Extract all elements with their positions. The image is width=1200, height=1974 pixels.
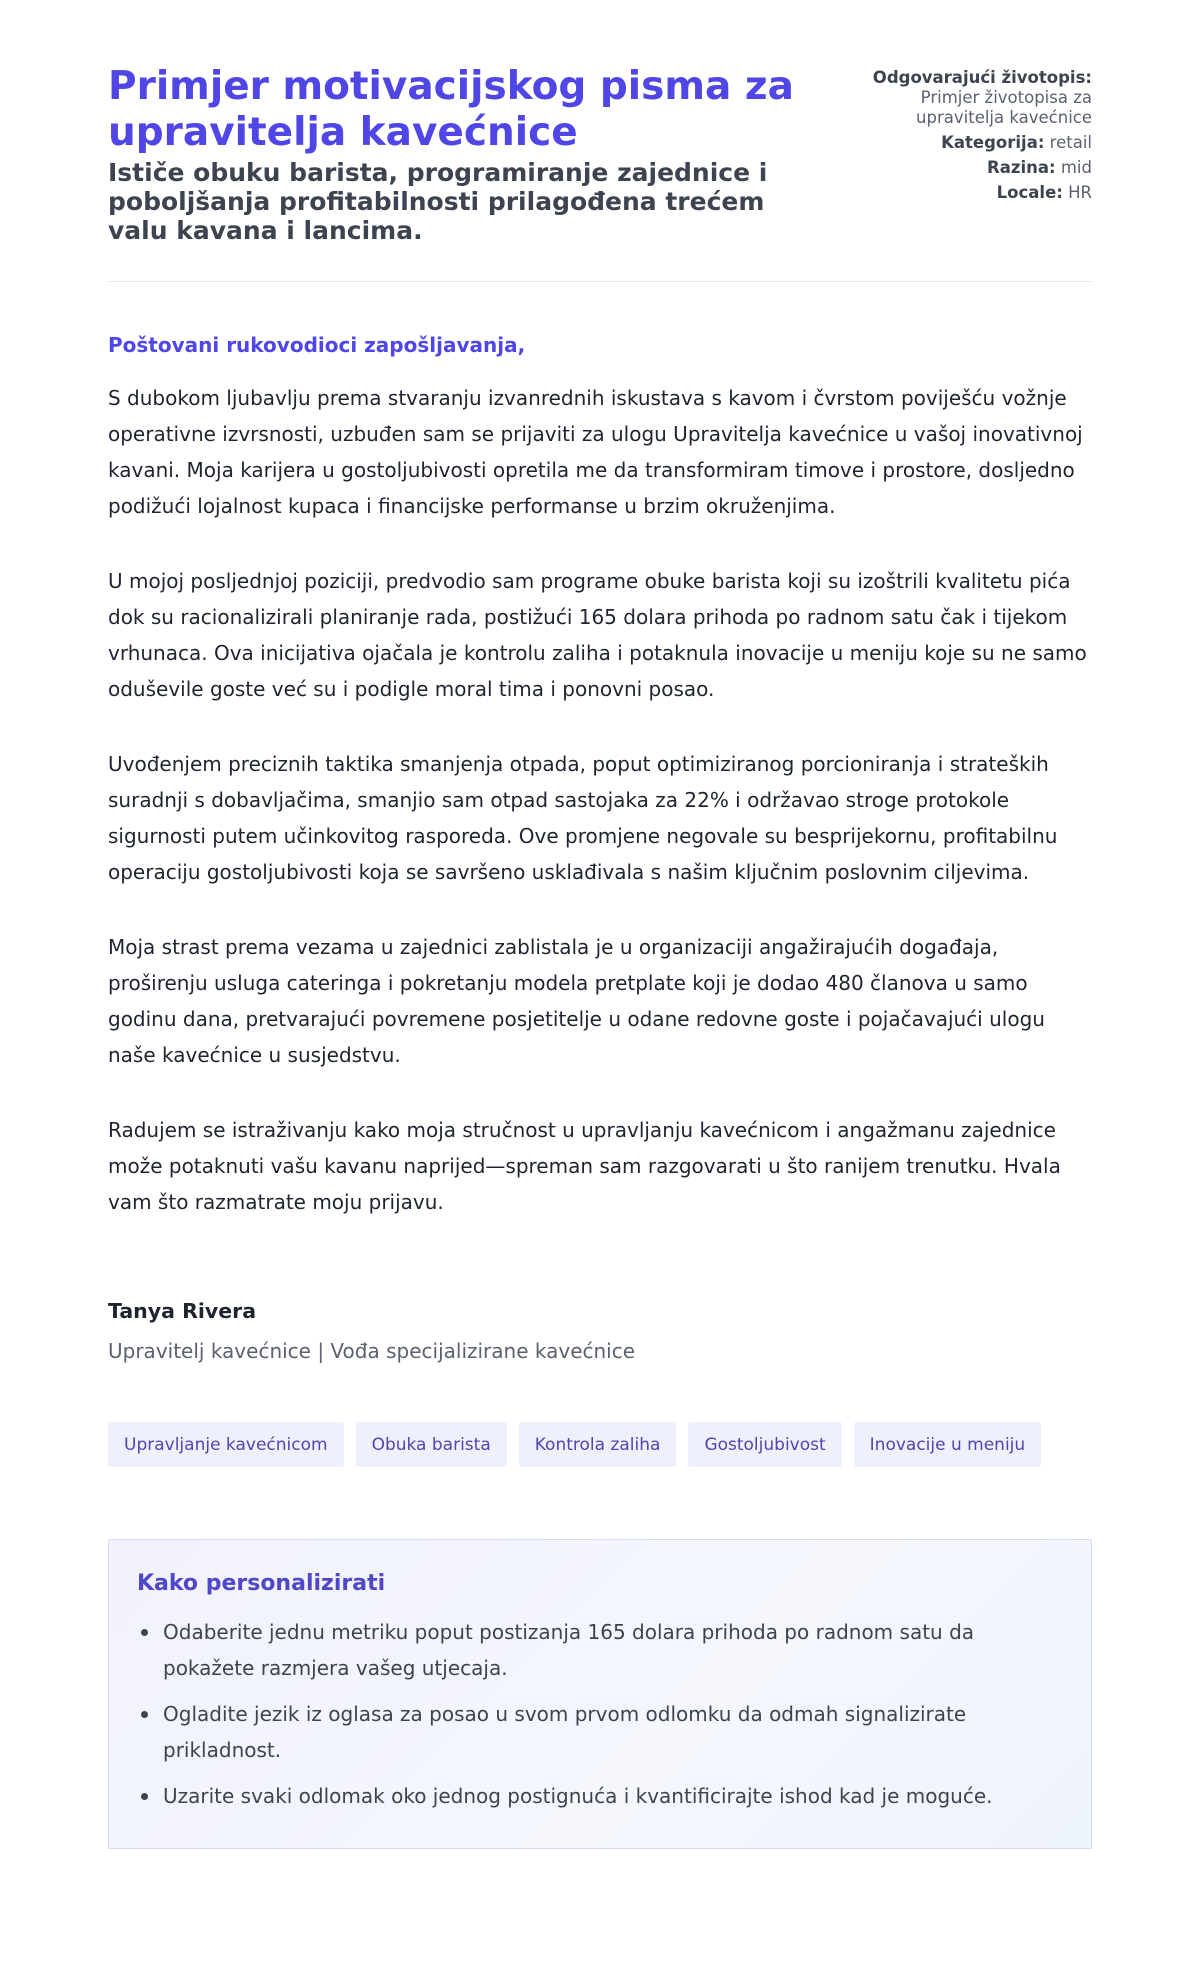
letter-paragraph: S dubokom ljubavlju prema stvaranju izvanrednih iskustava s kavom i čvrstom poviješću vožnje operativne izvrsnosti, uzbuđen sam se prijaviti za ulogu Upravitelja kavećnice u vašoj inovativnoj kavani. Moja karijera u gostoljubivosti opretila me da transformiram timove i prostore, dosljedno podižući lojalnost kupaca i financijske performanse u brzim okruženjima. bbox=[108, 386, 1083, 518]
skill-tag[interactable]: Obuka barista bbox=[356, 1422, 507, 1467]
tips-list-item: Odaberite jednu metriku poput postizanja 165 dolara prihoda po radnom satu da pokažete razmjera vašeg utjecaja. bbox=[137, 1614, 1063, 1686]
skill-tag[interactable]: Inovacije u meniju bbox=[854, 1422, 1042, 1467]
meta-category-label: Kategorija: bbox=[941, 133, 1045, 152]
personalization-tips-box bbox=[108, 1539, 1092, 1849]
meta-panel bbox=[832, 64, 1092, 208]
meta-resume bbox=[832, 68, 1092, 128]
meta-locale bbox=[832, 183, 1092, 203]
letter-paragraph: Uvođenjem preciznih taktika smanjenja otpada, poput optimiziranog porcioniranja i strateških suradnji s dobavljačima, smanjio sam otpad sastojaka za 22% i održavao stroge protokole sigurnosti putem učinkovitog rasporeda. Ove promjene negovale su besprijekornu, profitabilnu operaciju gostoljubivosti koja se savršeno usklađivala s našim ključnim poslovnim ciljevima. bbox=[108, 752, 1058, 884]
letter-paragraph: U mojoj posljednjoj poziciji, predvodio sam programe obuke barista koji su izoštrili kvalitetu pića dok su racionalizirali planiranje rada, postižući 165 dolara prihoda po radnom satu čak i tijekom vrhunaca. Ova inicijativa ojačala je kontrolu zaliha i potaknula inovacije u meniju koje su ne samo oduševile goste već su i podigle moral tima i ponovni posao. bbox=[108, 569, 1087, 701]
meta-level bbox=[832, 158, 1092, 178]
letter-paragraph: Radujem se istraživanju kako moja stručnost u upravljanju kavećnicom i angažmanu zajednice može potaknuti vašu kavanu naprijed—spreman sam razgovarati u što ranijem trenutku. Hvala vam što razmatrate moju prijavu. bbox=[108, 1118, 1061, 1214]
tips-title: Kako personalizirati bbox=[137, 1571, 386, 1596]
meta-locale-label: Locale: bbox=[996, 183, 1063, 202]
meta-locale-value: HR bbox=[1068, 183, 1092, 202]
meta-level-label: Razina: bbox=[987, 158, 1056, 177]
meta-resume-label: Odgovarajući životopis: bbox=[872, 68, 1092, 87]
meta-category bbox=[832, 133, 1092, 153]
signature-block bbox=[108, 1298, 1092, 1364]
letter-body bbox=[108, 332, 1092, 1220]
skill-tag[interactable]: Kontrola zaliha bbox=[519, 1422, 677, 1467]
signature-name: Tanya Rivera bbox=[108, 1299, 257, 1323]
page-title: Primjer motivacijskog pisma za upravitelja kavećnice bbox=[108, 64, 794, 155]
skill-tag[interactable]: Gostoljubivost bbox=[688, 1422, 841, 1467]
letter-paragraph: Moja strast prema vezama u zajednici zablistala je u organizaciji angažirajućih događaja, proširenju usluga cateringa i pokretanju modela pretplate koji je dodao 480 članova u samo godinu dana, pretvarajući povremene posjetitelje u odane redovne goste i pojačavajući ulogu naše kavećnice u susjedstvu. bbox=[108, 935, 1045, 1067]
tips-list-item: Ogladite jezik iz oglasa za posao u svom prvom odlomku da odmah signalizirate prikladnost. bbox=[137, 1696, 1063, 1768]
header-title-block bbox=[108, 64, 828, 245]
skill-tag[interactable]: Upravljanje kavećnicom bbox=[108, 1422, 344, 1467]
page-subtitle: Ističe obuku barista, programiranje zajednice i poboljšanja profitabilnosti prilagođena trećem valu kavana i lancima. bbox=[108, 158, 768, 245]
tips-list bbox=[137, 1614, 1063, 1814]
tips-list-item: Uzarite svaki odlomak oko jednog postignuća i kvantificirajte ishod kad je moguće. bbox=[137, 1778, 1063, 1814]
skill-tags bbox=[108, 1422, 1092, 1467]
meta-level-value: mid bbox=[1060, 158, 1092, 177]
letter-greeting: Poštovani rukovodioci zapošljavanja, bbox=[108, 333, 526, 357]
page-header bbox=[108, 0, 1092, 282]
signature-title: Upravitelj kavećnice | Vođa specijalizirane kavećnice bbox=[108, 1339, 636, 1363]
letter-paragraphs bbox=[108, 380, 1092, 1220]
meta-resume-value[interactable]: Primjer životopisa za upravitelja kavećnice bbox=[916, 88, 1092, 127]
meta-category-value: retail bbox=[1049, 133, 1092, 152]
